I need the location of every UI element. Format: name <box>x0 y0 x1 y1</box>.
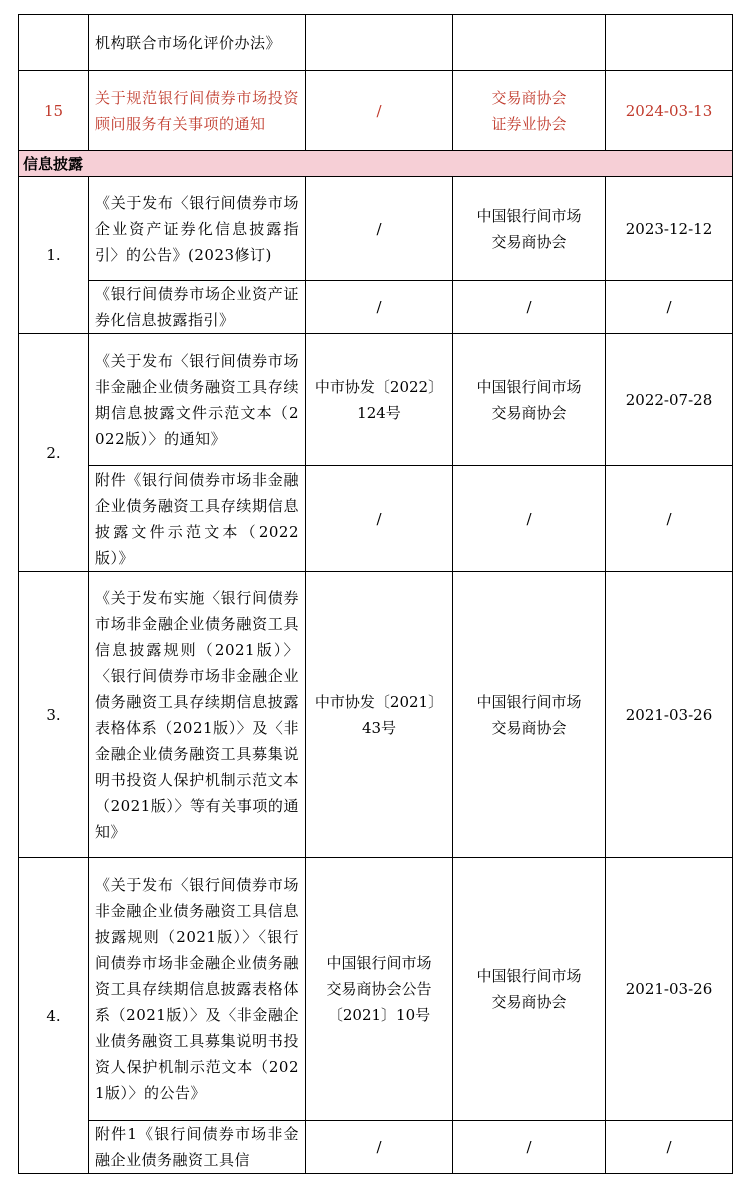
issuer-cell: 中国银行间市场 交易商协会 <box>453 572 606 858</box>
document-number-cell: 中市协发〔2022〕 124号 <box>306 334 453 466</box>
document-number-cell <box>306 15 453 71</box>
document-title-cell: 《关于发布〈银行间债券市场企业资产证券化信息披露指引〉的公告》(2023修订) <box>89 177 306 281</box>
row-number-cell: 3. <box>19 572 89 858</box>
row-number-cell: 2. <box>19 334 89 572</box>
row-number-cell: 15 <box>19 71 89 151</box>
regulation-table <box>18 14 733 1174</box>
row-number-cell: 4. <box>19 858 89 1174</box>
table-row <box>19 177 733 281</box>
table-row <box>19 858 733 1121</box>
issuer-cell <box>453 15 606 71</box>
document-number-cell: / <box>306 177 453 281</box>
table-row <box>19 71 733 151</box>
issuer-cell: 中国银行间市场 交易商协会 <box>453 177 606 281</box>
issuer-cell: / <box>453 281 606 334</box>
date-cell: / <box>606 1121 733 1174</box>
date-cell: 2024-03-13 <box>606 71 733 151</box>
document-title-cell: 《关于发布〈银行间债券市场非金融企业债务融资工具存续期信息披露文件示范文本（2022版）〉的通知》 <box>89 334 306 466</box>
table-row <box>19 1121 733 1174</box>
date-cell: 2022-07-28 <box>606 334 733 466</box>
document-number-cell: / <box>306 466 453 572</box>
table-row <box>19 15 733 71</box>
table-row <box>19 572 733 858</box>
issuer-cell: 中国银行间市场 交易商协会 <box>453 858 606 1121</box>
section-header-row <box>19 151 733 177</box>
document-number-cell: / <box>306 71 453 151</box>
table-row <box>19 466 733 572</box>
document-number-cell: 中国银行间市场 交易商协会公告 〔2021〕10号 <box>306 858 453 1121</box>
table-row <box>19 281 733 334</box>
issuer-cell: 交易商协会 证券业协会 <box>453 71 606 151</box>
document-title-cell: 关于规范银行间债券市场投资顾问服务有关事项的通知 <box>89 71 306 151</box>
document-title-cell: 《关于发布实施〈银行间债券市场非金融企业债务融资工具信息披露规则（2021版）〉〈银行间债券市场非金融企业债务融资工具存续期信息披露表格体系（2021版）〉及〈非金融企业债务融资工具募集说明书投资人保护机制示范文本（2021版）〉等有关事项的通知》 <box>89 572 306 858</box>
document-number-cell: / <box>306 1121 453 1174</box>
issuer-cell: 中国银行间市场 交易商协会 <box>453 334 606 466</box>
row-number-cell: 1. <box>19 177 89 334</box>
date-cell: / <box>606 466 733 572</box>
date-cell: 2021-03-26 <box>606 572 733 858</box>
date-cell: / <box>606 281 733 334</box>
date-cell: 2021-03-26 <box>606 858 733 1121</box>
issuer-cell: / <box>453 1121 606 1174</box>
table-row <box>19 334 733 466</box>
document-title-cell: 附件1《银行间债券市场非金融企业债务融资工具信 <box>89 1121 306 1174</box>
date-cell: 2023-12-12 <box>606 177 733 281</box>
section-title: 信息披露 <box>19 151 733 177</box>
document-title-cell: 附件《银行间债券市场非金融企业债务融资工具存续期信息披露文件示范文本（2022版）》 <box>89 466 306 572</box>
document-title-cell: 《银行间债券市场企业资产证券化信息披露指引》 <box>89 281 306 334</box>
document-number-cell: / <box>306 281 453 334</box>
document-title-cell: 《关于发布〈银行间债券市场非金融企业债务融资工具信息披露规则（2021版）〉〈银行间债券市场非金融企业债务融资工具存续期信息披露表格体系（2021版）〉及〈非金融企业债务融资工具募集说明书投资人保护机制示范文本（2021版）〉的公告》 <box>89 858 306 1121</box>
document-number-cell: 中市协发〔2021〕 43号 <box>306 572 453 858</box>
issuer-cell: / <box>453 466 606 572</box>
document-title-cell: 机构联合市场化评价办法》 <box>89 15 306 71</box>
date-cell <box>606 15 733 71</box>
row-number-cell <box>19 15 89 71</box>
